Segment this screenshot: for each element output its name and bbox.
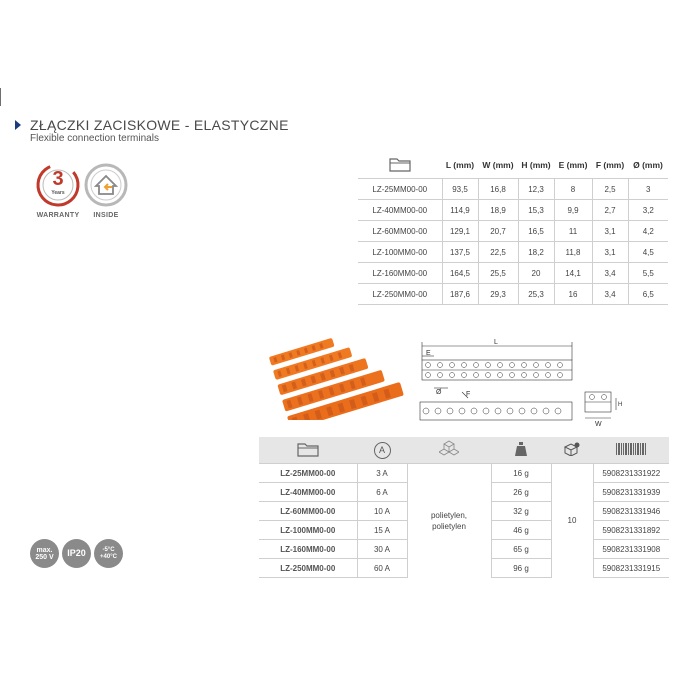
label-f: F	[466, 391, 471, 398]
table-row	[358, 179, 668, 200]
cell-e: 16	[554, 284, 592, 305]
cell-ean: 5908231331939	[593, 483, 669, 502]
cell-h: 25,3	[518, 284, 554, 305]
cell-phi: 5,5	[628, 263, 668, 284]
page-subtitle: Flexible connection terminals	[30, 133, 159, 144]
cell-current: 15 A	[357, 521, 407, 540]
cell-l: 93,5	[442, 179, 478, 200]
cell-ean: 5908231331922	[593, 464, 669, 483]
cell-w: 25,5	[478, 263, 518, 284]
inside-label: INSIDE	[93, 212, 119, 219]
cell-pack-qty: 10	[551, 464, 593, 578]
cell-f: 3,4	[592, 263, 628, 284]
warranty-number: 3	[52, 168, 64, 190]
inside-badge	[78, 162, 134, 222]
col-f: F (mm)	[595, 160, 625, 170]
cell-l: 187,6	[442, 284, 478, 305]
table-row	[358, 221, 668, 242]
cell-e: 14,1	[554, 263, 592, 284]
left-edge-rule	[0, 88, 1, 106]
col-l: L (mm)	[445, 160, 475, 170]
voltage-icon: max. 250 V	[30, 539, 59, 568]
col-phi: Ø (mm)	[633, 160, 663, 170]
cell-ean: 5908231331892	[593, 521, 669, 540]
current-rating-icon	[357, 437, 407, 464]
cell-l: 129,1	[442, 221, 478, 242]
cell-code: LZ-100MM0-00	[259, 521, 357, 540]
col-h: H (mm)	[521, 160, 551, 170]
cell-code: LZ-40MM00-00	[358, 200, 442, 221]
house-inside-icon	[78, 162, 134, 208]
cell-e: 8	[554, 179, 592, 200]
table-row	[358, 284, 668, 305]
label-l: L	[494, 339, 498, 346]
table-row	[358, 263, 668, 284]
cell-current: 6 A	[357, 483, 407, 502]
cell-h: 12,3	[518, 179, 554, 200]
cell-w: 16,8	[478, 179, 518, 200]
cell-current: 10 A	[357, 502, 407, 521]
cell-weight: 46 g	[491, 521, 551, 540]
table-row	[358, 242, 668, 263]
cell-code: LZ-160MM0-00	[358, 263, 442, 284]
cell-code: LZ-250MM0-00	[259, 559, 357, 578]
cell-f: 3,4	[592, 284, 628, 305]
cell-code: LZ-25MM00-00	[259, 464, 357, 483]
cell-h: 16,5	[518, 221, 554, 242]
warranty-unit: Years	[51, 190, 65, 196]
cell-w: 22,5	[478, 242, 518, 263]
cell-weight: 96 g	[491, 559, 551, 578]
cell-current: 3 A	[357, 464, 407, 483]
label-h: H	[618, 402, 623, 408]
specs-table	[259, 437, 669, 578]
cell-f: 3,1	[592, 221, 628, 242]
cell-code: LZ-60MM00-00	[259, 502, 357, 521]
cell-code: LZ-100MM0-00	[358, 242, 442, 263]
cell-material: polietylen, polietylen	[407, 464, 491, 578]
table-row	[259, 464, 669, 483]
cell-current: 60 A	[357, 559, 407, 578]
cell-weight: 32 g	[491, 502, 551, 521]
cell-w: 20,7	[478, 221, 518, 242]
cell-f: 2,5	[592, 179, 628, 200]
cell-weight: 26 g	[491, 483, 551, 502]
cell-l: 137,5	[442, 242, 478, 263]
product-photo	[258, 325, 408, 420]
cell-code: LZ-40MM00-00	[259, 483, 357, 502]
cell-f: 3,1	[592, 242, 628, 263]
weight-icon	[491, 437, 551, 464]
cell-w: 18,9	[478, 200, 518, 221]
label-w: W	[595, 421, 602, 428]
cell-e: 11	[554, 221, 592, 242]
cell-phi: 4,2	[628, 221, 668, 242]
cell-phi: 3,2	[628, 200, 668, 221]
label-e: E	[426, 350, 431, 357]
folder-icon	[259, 437, 357, 464]
title-arrow-icon	[15, 120, 21, 130]
cell-code: LZ-60MM00-00	[358, 221, 442, 242]
dimensions-table	[358, 152, 668, 305]
col-e: E (mm)	[558, 160, 588, 170]
cell-weight: 65 g	[491, 540, 551, 559]
cell-ean: 5908231331946	[593, 502, 669, 521]
current-rating-symbol: A	[374, 442, 391, 459]
table-row	[358, 200, 668, 221]
cell-weight: 16 g	[491, 464, 551, 483]
cell-code: LZ-25MM00-00	[358, 179, 442, 200]
cell-ean: 5908231331915	[593, 559, 669, 578]
folder-icon	[358, 152, 442, 179]
cell-phi: 4,5	[628, 242, 668, 263]
col-w: W (mm)	[482, 160, 514, 170]
cell-h: 15,3	[518, 200, 554, 221]
cell-h: 20	[518, 263, 554, 284]
cell-phi: 6,5	[628, 284, 668, 305]
cell-w: 29,3	[478, 284, 518, 305]
ip-rating-icon: IP20	[62, 539, 91, 568]
specs-header-row	[259, 437, 669, 464]
warranty-label: WARRANTY	[36, 212, 80, 219]
cell-current: 30 A	[357, 540, 407, 559]
temperature-icon: -5°C +40°C	[94, 539, 123, 568]
cell-f: 2,7	[592, 200, 628, 221]
cell-ean: 5908231331908	[593, 540, 669, 559]
cell-e: 11,8	[554, 242, 592, 263]
cell-l: 164,5	[442, 263, 478, 284]
barcode-icon	[593, 437, 669, 464]
page-title: ZŁĄCZKI ZACISKOWE - ELASTYCZNE	[30, 117, 289, 133]
material-icon	[407, 437, 491, 464]
cell-h: 18,2	[518, 242, 554, 263]
dimensions-header-row	[358, 152, 668, 179]
cell-phi: 3	[628, 179, 668, 200]
cell-code: LZ-160MM0-00	[259, 540, 357, 559]
cell-e: 9,9	[554, 200, 592, 221]
cell-code: LZ-250MM0-00	[358, 284, 442, 305]
cell-l: 114,9	[442, 200, 478, 221]
package-quantity-icon	[551, 437, 593, 464]
label-phi: Ø	[436, 389, 442, 396]
technical-drawing	[410, 336, 640, 432]
